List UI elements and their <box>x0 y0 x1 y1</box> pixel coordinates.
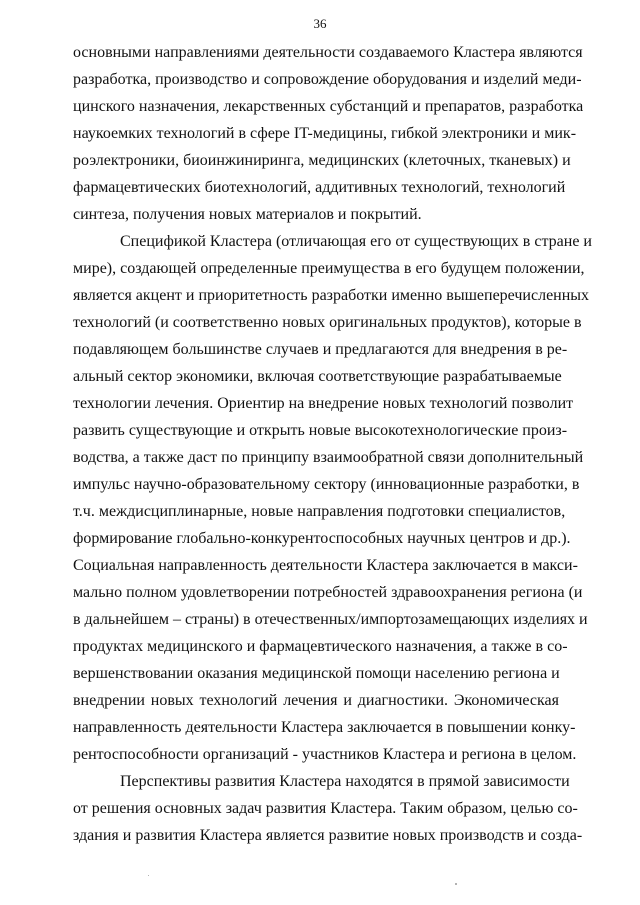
text-line: основными направлениями деятельности создаваемого Кластера являются <box>73 44 583 61</box>
text-line: продуктах медицинского и фармацевтического назначения, а также в со- <box>73 638 568 655</box>
scan-speck <box>148 875 149 876</box>
text-line: т.ч. междисциплинарные, новые направления подготовки специалистов, <box>73 503 566 520</box>
text-line: рентоспособности организаций - участников Кластера и региона в целом. <box>73 746 577 763</box>
text-line: Спецификой Кластера (отличающая его от существующих в стране и <box>120 233 592 250</box>
text-line: цинского назначения, лекарственных субстанций и препаратов, разработка <box>73 98 584 115</box>
text-line: синтеза, получения новых материалов и покрытий. <box>73 206 422 223</box>
text-line: от решения основных задач развития Кластера. Таким образом, целью со- <box>73 800 578 817</box>
text-line: технологий (и соответственно новых оригинальных продуктов), которые в <box>73 314 582 331</box>
text-line: фармацевтических биотехнологий, аддитивных технологий, технологий <box>73 179 566 196</box>
text-line: альный сектор экономики, включая соответствующие разрабатываемые <box>73 368 562 385</box>
text-line: мально полном удовлетворении потребностей здравоохранения региона (и <box>73 584 583 601</box>
text-line: формирование глобально-конкурентоспособных научных центров и др.). <box>73 530 571 547</box>
text-line: является акцент и приоритетность разработки именно вышеперечисленных <box>73 287 590 304</box>
text-line: роэлектроники, биоинжиниринга, медицинских (клеточных, тканевых) и <box>73 152 571 169</box>
text-line: наукоемких технологий в сфере IT-медицины, гибкой электроники и мик- <box>73 125 577 142</box>
text-line: здания и развития Кластера является развитие новых производств и созда- <box>73 827 583 844</box>
page-number: 36 <box>313 16 327 31</box>
scan-speck <box>455 883 457 885</box>
text-line: Социальная направленность деятельности Кластера заключается в макси- <box>73 557 578 574</box>
text-line: технологии лечения. Ориентир на внедрение новых технологий позволит <box>73 395 574 412</box>
text-line: Перспективы развития Кластера находятся в прямой зависимости <box>120 773 570 790</box>
text-line: мире), создающей определенные преимущества в его будущем положении, <box>73 260 585 277</box>
text-line: разработка, производство и сопровождение оборудования и изделий меди- <box>73 71 582 88</box>
text-line: в дальнейшем – страны) в отечественных/импортозамещающих изделиях и <box>73 611 588 628</box>
text-line: внедрении новых технологий лечения и диагностики. Экономическая <box>73 692 559 709</box>
text-line: направленность деятельности Кластера заключается в повышении конку- <box>73 719 576 736</box>
text-line: водства, а также даст по принципу взаимообратной связи дополнительный <box>73 449 584 466</box>
text-line: подавляющем большинстве случаев и предлагаются для внедрения в ре- <box>73 341 568 358</box>
text-line: развить существующие и открыть новые высокотехнологические произ- <box>73 422 568 439</box>
text-line: вершенствовании оказания медицинской помощи населению региона и <box>73 665 560 682</box>
text-line: импульс научно-образовательному сектору (инновационные разработки, в <box>73 476 580 493</box>
